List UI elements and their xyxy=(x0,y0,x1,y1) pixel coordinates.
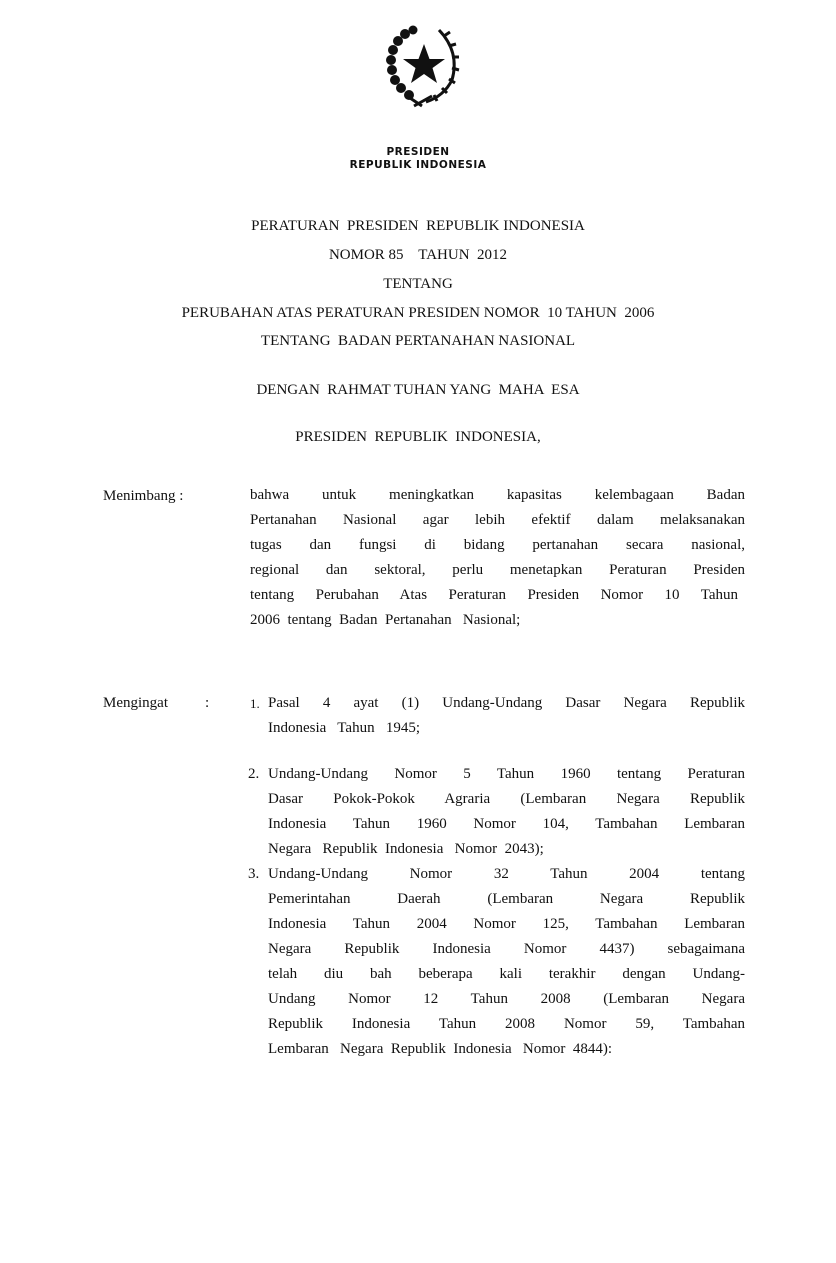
menimbang-line: bahwa untuk meningkatkan kapasitas kelembagaan Badan xyxy=(250,487,745,503)
item-line: Negara Republik Indonesia Nomor 2043); xyxy=(268,841,544,857)
menimbang-line: tentang Perubahan Atas Peraturan Presiden Nomor 10 Tahun xyxy=(250,587,738,603)
item-line: Indonesia Tahun 1960 Nomor 104, Tambahan Lembaran xyxy=(268,816,745,832)
item-line: Dasar Pokok-Pokok Agraria (Lembaran Negara Republik xyxy=(268,791,745,807)
item-number: 2. xyxy=(248,766,260,782)
title-line-1: PERATURAN PRESIDEN REPUBLIK INDONESIA xyxy=(251,218,585,234)
item-number: 3. xyxy=(248,866,260,882)
mengingat-label: Mengingat xyxy=(103,695,168,711)
item-line: telah diu bah beberapa kali terakhir dengan Undang- xyxy=(268,966,745,982)
title-line-4: PERUBAHAN ATAS PERATURAN PRESIDEN NOMOR 10 TAHUN 2006 xyxy=(181,305,655,321)
star-wreath-icon xyxy=(384,22,464,112)
item-line: Indonesia Tahun 2004 Nomor 125, Tambahan Lembaran xyxy=(268,916,745,932)
item-line: Republik Indonesia Tahun 2008 Nomor 59, Tambahan xyxy=(268,1016,745,1032)
menimbang-line: regional dan sektoral, perlu menetapkan Peraturan Presiden xyxy=(250,562,745,578)
item-line: Undang-Undang Nomor 32 Tahun 2004 tentang xyxy=(268,866,745,882)
item-line: Indonesia Tahun 1945; xyxy=(268,720,420,736)
blessing: DENGAN RAHMAT TUHAN YANG MAHA ESA xyxy=(256,382,580,398)
item-line: Undang Nomor 12 Tahun 2008 (Lembaran Negara xyxy=(268,991,745,1007)
menimbang-line: Pertanahan Nasional agar lebih efektif dalam melaksanakan xyxy=(250,512,745,528)
emblem-line-2: REPUBLIK INDONESIA xyxy=(349,159,487,171)
presidential-emblem xyxy=(384,22,454,108)
item-number: 1. xyxy=(250,696,260,711)
emblem-line-1: PRESIDEN xyxy=(386,146,450,158)
item-line: Lembaran Negara Republik Indonesia Nomor 4844): xyxy=(268,1041,613,1057)
title-line-5: TENTANG BADAN PERTANAHAN NASIONAL xyxy=(260,333,576,349)
item-line: Negara Republik Indonesia Nomor 4437) sebagaimana xyxy=(268,941,745,957)
item-line: Pasal 4 ayat (1) Undang-Undang Dasar Negara Republik xyxy=(268,695,745,711)
title-line-3: TENTANG xyxy=(383,276,453,292)
menimbang-line: tugas dan fungsi di bidang pertanahan secara nasional, xyxy=(250,537,745,553)
item-line: Pemerintahan Daerah (Lembaran Negara Republik xyxy=(268,891,745,907)
item-line: Undang-Undang Nomor 5 Tahun 1960 tentang Peraturan xyxy=(268,766,745,782)
menimbang-line: 2006 tentang Badan Pertanahan Nasional; xyxy=(250,612,521,628)
mengingat-colon: : xyxy=(205,695,210,711)
menimbang-label: Menimbang : xyxy=(103,488,184,504)
title-line-2: NOMOR 85 TAHUN 2012 xyxy=(328,247,508,263)
president-line: PRESIDEN REPUBLIK INDONESIA, xyxy=(295,429,541,445)
